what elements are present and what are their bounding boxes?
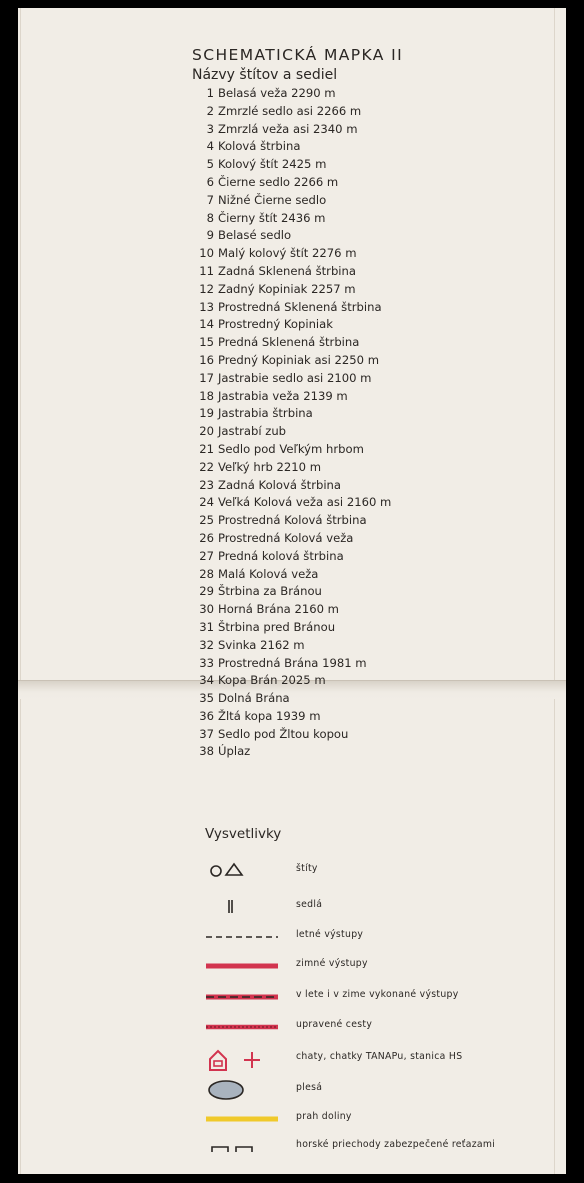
item-name: Nižné Čierne sedlo [218,192,327,207]
list-item [196,708,391,726]
list-item [196,655,391,673]
item-number: 5 [206,157,214,172]
list-item [196,494,391,512]
item-name: Veľký hrb 2210 m [218,459,322,474]
item-name: Štrbina za Bránou [218,584,322,599]
legend-label: sedlá [296,899,323,910]
item-number: 19 [199,406,214,421]
item-number: 27 [199,548,214,563]
chain-bracket-icon [204,1132,280,1162]
legend-label: letné výstupy [296,929,364,940]
item-name: Zadná Sklenená štrbina [218,263,356,278]
item-name: Sedlo pod Žltou kopou [218,726,349,741]
list-item [196,103,391,121]
item-name: Zadná Kolová štrbina [218,477,342,492]
legend-item [18,1075,566,1105]
item-number: 2 [206,103,214,118]
item-name: Predný Kopiniak asi 2250 m [218,352,379,367]
list-item [196,263,391,281]
list-item [196,388,391,406]
list-item [196,637,391,655]
legend-label: štíty [296,863,318,874]
item-number: 17 [199,370,214,385]
item-name: Štrbina pred Bránou [218,619,336,634]
legend-label: upravené cesty [296,1019,373,1030]
legend-item [18,982,566,1012]
red-line-icon [204,951,280,981]
item-number: 11 [199,263,214,278]
item-name: Dolná Brána [218,691,290,706]
list-item [196,121,391,139]
item-number: 32 [199,637,214,652]
list-item [196,512,391,530]
item-name: Jastrabia štrbina [218,406,313,421]
list-item [196,477,391,495]
item-number: 25 [199,513,214,528]
item-number: 38 [199,744,214,759]
item-name: Jastrabí zub [218,424,287,439]
red-dashed-line-icon [204,982,280,1012]
item-number: 20 [199,424,214,439]
item-number: 26 [199,530,214,545]
item-number: 30 [199,602,214,617]
item-name: Veľká Kolová veža asi 2160 m [218,495,392,510]
legend-item [18,1104,566,1134]
names-list [196,85,391,761]
item-name: Kopa Brán 2025 m [218,673,326,688]
legend-item [18,892,566,922]
list-item [196,690,391,708]
list-item [196,156,391,174]
item-number: 37 [199,726,214,741]
list-item [196,370,391,388]
list-item [196,281,391,299]
list-item [196,192,391,210]
page-subtitle: Názvy štítov a sediel [192,67,338,83]
legend-item [18,1132,566,1162]
item-number: 21 [199,441,214,456]
list-item [196,566,391,584]
item-name: Sedlo pod Veľkým hrbom [218,441,364,456]
item-number: 7 [206,192,214,207]
item-number: 18 [199,388,214,403]
red-dotted-line-icon [204,1012,280,1042]
item-number: 14 [199,317,214,332]
list-item [196,619,391,637]
item-name: Predná Sklenená štrbina [218,335,360,350]
list-item [196,405,391,423]
list-item [196,601,391,619]
item-name: Kolová štrbina [218,139,301,154]
double-bar-icon [204,892,280,922]
item-name: Prostredný Kopiniak [218,317,333,332]
item-number: 16 [199,352,214,367]
list-item [196,743,391,761]
list-item [196,423,391,441]
item-name: Zadný Kopiniak 2257 m [218,281,356,296]
legend-item [18,1012,566,1042]
list-item [196,530,391,548]
legend-label: zimné výstupy [296,958,368,969]
legend-item [18,856,566,886]
list-item [196,459,391,477]
item-number: 24 [199,495,214,510]
legend-label: v lete i v zime vykonané výstupy [296,989,459,1000]
legend-label: plesá [296,1082,323,1093]
legend-item [18,951,566,981]
item-name: Predná kolová štrbina [218,548,344,563]
item-name: Jastrabia veža 2139 m [218,388,348,403]
list-item [196,174,391,192]
item-number: 23 [199,477,214,492]
list-item [196,334,391,352]
list-item [196,138,391,156]
legend-title: Vysvetlivky [205,826,282,842]
circle-triangle-icon [204,856,280,886]
item-number: 10 [199,246,214,261]
list-item [196,210,391,228]
item-name: Čierny štít 2436 m [218,210,326,225]
item-name: Čierne sedlo 2266 m [218,174,339,189]
item-number: 12 [199,281,214,296]
item-number: 4 [206,139,214,154]
item-name: Úplaz [218,744,251,759]
item-number: 3 [206,121,214,136]
item-number: 33 [199,655,214,670]
item-number: 6 [206,174,214,189]
list-item [196,672,391,690]
hut-cross-icon [204,1044,280,1074]
item-name: Zmrzlé sedlo asi 2266 m [218,103,362,118]
item-number: 34 [199,673,214,688]
item-name: Belasá veža 2290 m [218,86,336,100]
list-item [196,245,391,263]
list-item [196,548,391,566]
item-number: 31 [199,619,214,634]
legend-label: chaty, chatky TANAPu, stanica HS [296,1051,463,1062]
list-item [196,583,391,601]
item-name: Jastrabie sedlo asi 2100 m [218,370,372,385]
list-item [196,316,391,334]
item-name: Svinka 2162 m [218,637,305,652]
item-name: Zmrzlá veža asi 2340 m [218,121,358,136]
legend-label: horské priechody zabezpečené reťazami [296,1139,496,1150]
item-name: Prostredná Kolová štrbina [218,513,367,528]
item-name: Kolový štít 2425 m [218,157,327,172]
legend-item [18,1044,566,1074]
map-sheet [18,8,566,1174]
item-name: Prostredná Sklenená štrbina [218,299,382,314]
item-number: 1 [206,86,214,100]
legend-label: prah doliny [296,1111,352,1122]
item-name: Belasé sedlo [218,228,292,243]
item-name: Malá Kolová veža [218,566,319,581]
legend-item [18,922,566,952]
item-name: Žltá kopa 1939 m [218,708,321,723]
item-name: Prostredná Kolová veža [218,530,354,545]
list-item [196,352,391,370]
item-number: 29 [199,584,214,599]
item-number: 35 [199,691,214,706]
dashed-line-icon [204,922,280,952]
item-name: Malý kolový štít 2276 m [218,246,357,261]
yellow-line-icon [204,1104,280,1134]
item-number: 13 [199,299,214,314]
item-number: 9 [206,228,214,243]
item-number: 36 [199,708,214,723]
list-item [196,441,391,459]
item-name: Prostredná Brána 1981 m [218,655,367,670]
item-number: 8 [206,210,214,225]
lake-icon [204,1075,280,1105]
item-number: 28 [199,566,214,581]
item-number: 15 [199,335,214,350]
page-title: SCHEMATICKÁ MAPKA II [192,46,404,64]
item-name: Horná Brána 2160 m [218,602,339,617]
list-item [196,726,391,744]
list-item [196,227,391,245]
list-item [196,299,391,317]
list-item [196,85,391,103]
item-number: 22 [199,459,214,474]
